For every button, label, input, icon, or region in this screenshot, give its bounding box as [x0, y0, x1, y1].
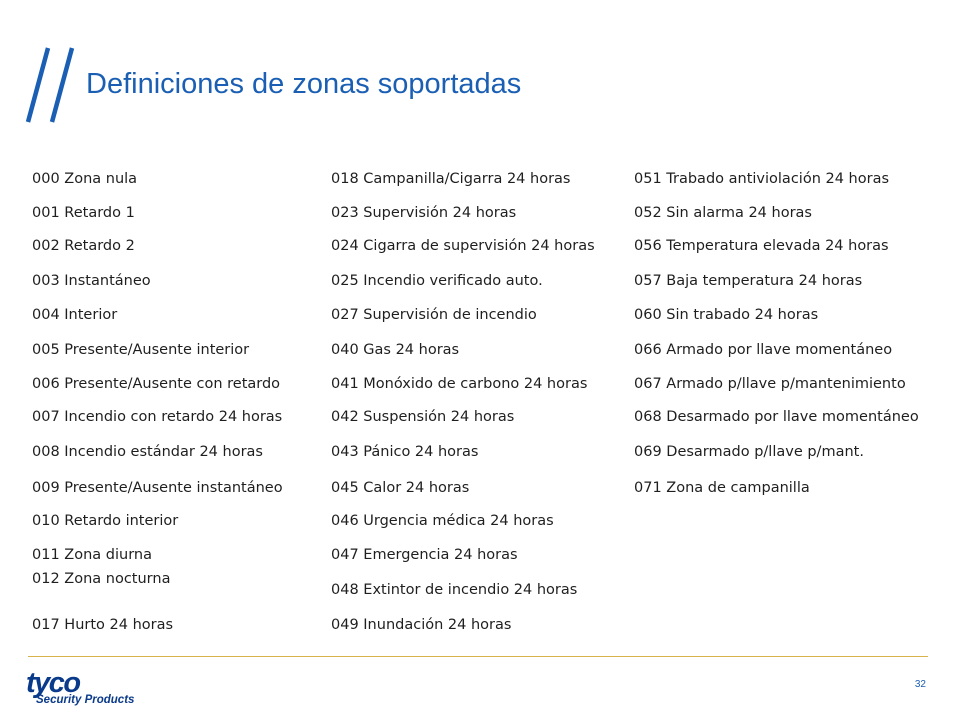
zone-item: 040 Gas 24 horas [331, 342, 460, 358]
zone-item: 011 Zona diurna [32, 547, 152, 563]
zone-item: 067 Armado p/llave p/mantenimiento [634, 376, 906, 392]
zone-item: 049 Inundación 24 horas [331, 617, 512, 633]
zone-item: 018 Campanilla/Cigarra 24 horas [331, 171, 571, 187]
zone-item: 012 Zona nocturna [32, 571, 171, 587]
logo-wordmark: tyco [26, 667, 80, 699]
zone-item: 003 Instantáneo [32, 273, 151, 289]
page-title: Definiciones de zonas soportadas [86, 68, 522, 100]
logo-subtitle: Security Products [36, 694, 135, 706]
zone-item: 057 Baja temperatura 24 horas [634, 273, 863, 289]
zone-item: 046 Urgencia médica 24 horas [331, 513, 554, 529]
zone-item: 010 Retardo interior [32, 513, 179, 529]
zone-item: 009 Presente/Ausente instantáneo [32, 480, 283, 496]
zone-item: 047 Emergencia 24 horas [331, 547, 518, 563]
zone-item: 042 Suspensión 24 horas [331, 409, 515, 425]
zone-item: 024 Cigarra de supervisión 24 horas [331, 238, 595, 254]
page-number: 32 [914, 679, 926, 690]
zone-item: 017 Hurto 24 horas [32, 617, 174, 633]
zone-item: 071 Zona de campanilla [634, 480, 810, 496]
double-slash-icon [22, 46, 82, 126]
zone-item: 041 Monóxido de carbono 24 horas [331, 376, 588, 392]
zone-item: 052 Sin alarma 24 horas [634, 205, 812, 221]
zone-item: 066 Armado por llave momentáneo [634, 342, 893, 358]
zone-item: 005 Presente/Ausente interior [32, 342, 250, 358]
zone-item: 023 Supervisión 24 horas [331, 205, 517, 221]
zone-item: 051 Trabado antiviolación 24 horas [634, 171, 890, 187]
zone-item: 045 Calor 24 horas [331, 480, 470, 496]
zone-item: 069 Desarmado p/llave p/mant. [634, 444, 864, 460]
zone-item: 006 Presente/Ausente con retardo [32, 376, 281, 392]
footer-divider [28, 656, 928, 657]
zone-item: 043 Pánico 24 horas [331, 444, 479, 460]
zone-item: 027 Supervisión de incendio [331, 307, 537, 323]
zone-item: 025 Incendio verificado auto. [331, 273, 543, 289]
zone-item: 068 Desarmado por llave momentáneo [634, 409, 919, 425]
zone-item: 004 Interior [32, 307, 118, 323]
zone-item: 000 Zona nula [32, 171, 138, 187]
zone-item: 008 Incendio estándar 24 horas [32, 444, 263, 460]
zone-item: 060 Sin trabado 24 horas [634, 307, 819, 323]
zone-item: 007 Incendio con retardo 24 horas [32, 409, 283, 425]
zone-item: 056 Temperatura elevada 24 horas [634, 238, 889, 254]
zone-item: 048 Extintor de incendio 24 horas [331, 582, 578, 598]
zone-item: 001 Retardo 1 [32, 205, 135, 221]
zone-item: 002 Retardo 2 [32, 238, 135, 254]
